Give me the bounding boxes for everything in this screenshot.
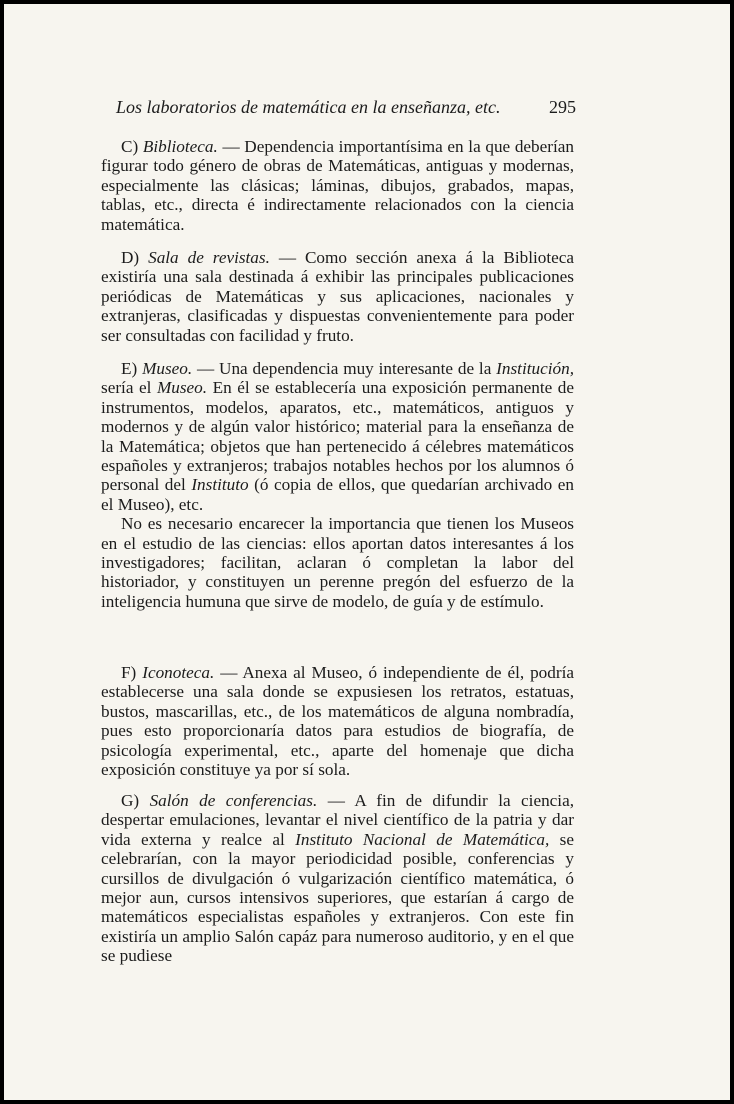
section-body: En él se establecería una exposición permanente de instrumentos, modelos, aparatos, etc., matemáticos, antiguos y modernos y de algún valor histórico; material para la enseñanza de la Matemática; objetos que han pertenecido á célebres matemáticos españoles y extranjeros; trabajos notables hechos por los alumnos ó personal del: [101, 378, 574, 495]
paragraph: [101, 791, 574, 966]
section-iconoteca: [101, 663, 574, 779]
section-biblioteca: [101, 137, 574, 234]
book-page: [4, 4, 730, 1100]
section-museo: [101, 359, 574, 611]
page-number: 295: [549, 97, 576, 117]
paragraph: [101, 359, 574, 514]
paragraph: [101, 248, 574, 345]
section-label: G): [121, 791, 150, 810]
section-body: — Dependencia importantísima en la que deberían figurar todo género de obras de Matemáticas, antiguas y modernas, especialmente las clásicas; láminas, dibujos, grabados, mapas, tablas, etc., directa é indirectamente relacionados con la ciencia matemática.: [101, 137, 574, 234]
section-body: (ó copia de ellos, que quedarían archivado en el Museo), etc.: [101, 475, 574, 514]
section-body: — Una dependencia muy interesante de la: [192, 359, 497, 378]
running-header: [116, 94, 576, 120]
section-body: — A fin de difundir la ciencia, despertar emulaciones, levantar el nivel científico de la patria y dar vida externa y realce al: [101, 791, 574, 849]
section-salon-de-conferencias: [101, 791, 574, 966]
section-body: — Como sección anexa á la Biblioteca existiría una sala destinada á exhibir las principales publicaciones periódicas de Matemáticas y sus aplicaciones, nacionales y extranjeras, clasificadas y dispuestas convenientemente para poder ser consultadas con facilidad y fruto.: [101, 248, 574, 345]
section-label: F): [121, 663, 143, 682]
section-body: sería el: [101, 378, 157, 398]
section-label: C): [121, 137, 143, 156]
paragraph: [101, 137, 574, 234]
section-body: se celebrarían, con la mayor periodicidad posible, conferencias y cursillos de divulgación ó vulgarización científico matemática, ó mejor aun, cursos intensivos superiores, que estarían á cargo de matemáticos especialistas españoles y extranjeros. Con este fin existiría un amplio Salón capáz para numeroso auditorio, y en el que se pudiese: [101, 829, 574, 966]
section-title: Iconoteca.: [142, 663, 215, 682]
section-label: D): [121, 248, 149, 267]
italic-term: Instituto: [191, 475, 249, 495]
section-title: Sala de revistas.: [148, 248, 270, 267]
paragraph: [101, 663, 574, 779]
section-body: — Anexa al Museo, ó independiente de él, podría establecerse una sala donde se expusiesen los retratos, estatuas, bustos, mascarillas, etc., de los matemáticos de alguna nombradía, pues esto proporcionaría datos para estudios de biografía, de psicología experimental, etc., aparte del homenaje que dicha exposición constituye ya por sí sola.: [101, 663, 574, 780]
italic-term: Instituto Nacional de Matemática,: [295, 829, 550, 849]
section-label: E): [121, 359, 143, 378]
section-title: Salón de conferencias.: [149, 791, 318, 810]
italic-term: Museo.: [156, 378, 208, 398]
section-sala-de-revistas: [101, 248, 574, 345]
section-title: Museo.: [142, 359, 193, 378]
italic-term: Institución,: [496, 359, 574, 378]
running-title: Los laboratorios de matemática en la enseñanza, etc.: [116, 97, 501, 117]
section-title: Biblioteca.: [142, 137, 218, 156]
paragraph: No es necesario encarecer la importancia que tienen los Museos en el estudio de las ciencias: ellos aportan datos interesantes á los investigadores; facilitan, aclaran ó completan la labor del historiador, y constituyen un perenne pregón del esfuerzo de la inteligencia humuna que sirve de modelo, de guía y de estímulo.: [101, 514, 574, 611]
